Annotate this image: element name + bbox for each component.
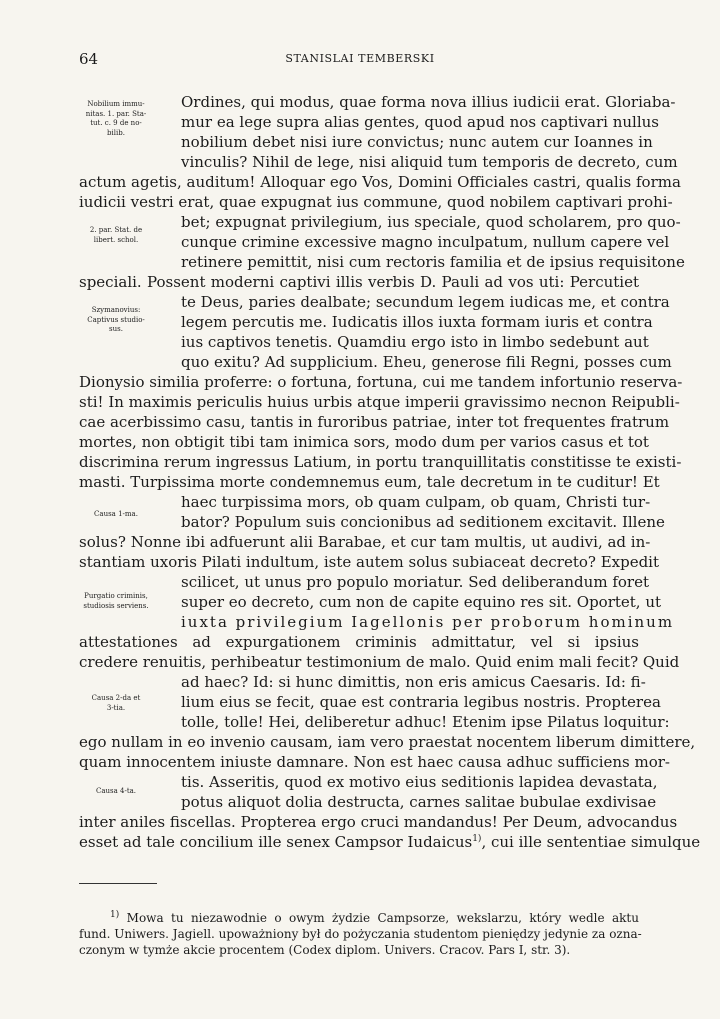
text-line: retinere pemittit, nisi cum rectoris familia et de ipsius requisitone — [181, 253, 685, 271]
text-line-part: cui ille sententiae simulque — [490, 833, 701, 851]
text-line: ius captivos tenetis. Quamdiu ergo isto in limbo sedebunt aut — [181, 333, 649, 351]
text-line: Ordines, qui modus, quae forma nova illius iudicii erat. Gloriaba- — [181, 93, 676, 111]
text-line: Dionysio similia proferre: o fortuna, fortuna, cui me tandem infortunio reserva- — [79, 373, 683, 391]
margin-note: Purgatio criminis, studiosis serviens. — [83, 592, 149, 610]
text-line: iudicii vestri erat, quae expugnat ius commune, quod nobilem captivari prohi- — [79, 193, 673, 211]
text-line: mur ea lege supra alias gentes, quod apud nos captivari nullus — [181, 113, 659, 131]
text-line: ego nullam in eo invenio causam, iam vero praestat nocentem liberum dimittere, — [79, 733, 696, 751]
text-line: scilicet, ut unus pro populo moriatur. Sed deliberandum foret — [181, 573, 649, 591]
text-line: esset ad tale concilium ille senex Campsor Iudaicus$^{1)}$, cui ille sententiae simulque — [79, 833, 701, 851]
text-line: quam innocentem iniuste damnare. Non est haec causa adhuc sufficiens mor- — [79, 753, 670, 771]
text-line-part: esset ad tale concilium ille senex Campsor Iudaicus — [79, 833, 473, 851]
footnote-rule — [79, 883, 157, 884]
footnote-number: 1) — [110, 910, 120, 920]
text-line: vinculis? Nihil de lege, nisi aliquid tum temporis de decreto, cum — [181, 153, 678, 171]
margin-note: Szymanovius: Captivus studio- sus. — [87, 306, 145, 333]
text-line: masti. Turpissima morte condemnemus eum, tale decretum in te cuditur! Et — [79, 473, 660, 491]
text-line: attestationes ad expurgationem criminis admittatur, vel si ipsius — [79, 633, 639, 651]
text-line: speciali. Possent moderni captivi illis verbis D. Pauli ad vos uti: Percutiet — [79, 273, 639, 291]
margin-note: Nobilium immu- nitas. 1. par. Sta- tut. c. 9 de no- bilib. — [85, 100, 147, 137]
footnote-text: Mowa tu niezawodnie o owym żydzie Campsorze, wekslarzu, który wedle aktu — [126, 911, 639, 925]
text-line: bet; expugnat privilegium, ius speciale, quod scholarem, pro quo- — [181, 213, 681, 231]
footnote-line: czonym w tymże akcie procentem (Codex diplom. Univers. Cracov. Pars I, str. 3). — [79, 943, 571, 957]
text-line: potus aliquot dolia destructa, carnes salitae bubulae exdivisae — [181, 793, 657, 811]
page-number: 64 — [79, 50, 99, 68]
text-line: inter aniles fiscellas. Propterea ergo cruci mandandus! Per Deum, advocandus — [79, 813, 678, 831]
margin-note: Causa 1-ma. — [94, 510, 138, 518]
text-line: cae acerbissimo casu, tantis in furoribus patriae, inter tot frequentes fratrum — [79, 413, 670, 431]
text-line: nobilium debet nisi iure convictus; nunc autem cur Ioannes in — [181, 133, 653, 151]
margin-note: 2. par. Stat. de libert. schol. — [89, 226, 143, 244]
text-line: bator? Populum suis concionibus ad seditionem excitavit. Illene — [181, 513, 665, 531]
running-title: STANISLAI TEMBERSKI — [285, 52, 435, 65]
text-line: quo exitu? Ad supplicium. Eheu, generose fili Regni, posses cum — [181, 353, 672, 371]
text-line: tolle, tolle! Hei, deliberetur adhuc! Etenim ipse Pilatus loquitur: — [181, 713, 670, 731]
text-line: tis. Asseritis, quod ex motivo eius seditionis lapidea devastata, — [181, 773, 658, 791]
margin-note: Causa 4-ta. — [95, 787, 137, 795]
text-line: lium eius se fecit, quae est contraria legibus nostris. Propterea — [181, 693, 661, 711]
text-line: haec turpissima mors, ob quam culpam, ob quam, Christi tur- — [181, 493, 651, 511]
text-line: ad haec? Id: si hunc dimittis, non eris amicus Caesaris. Id: fi- — [181, 673, 646, 691]
text-line: actum agetis, auditum! Alloquar ego Vos, Domini Officiales castri, qualis forma — [79, 173, 681, 191]
text-line: te Deus, paries dealbate; secundum legem iudicas me, et contra — [181, 293, 670, 311]
text-line: cunque crimine excessive magno inculpatum, nullum capere vel — [181, 233, 670, 251]
footnote-line: fund. Uniwers. Jagiell. upoważniony był do pożyczania studentom pieniędzy jedynie za ozna- — [79, 927, 642, 941]
margin-note: Causa 2-da et 3-tia. — [91, 694, 141, 712]
text-line: stantiam uxoris Pilati indultum, iste autem solus subiaceat decreto? Expedit — [79, 553, 660, 571]
text-line: iuxta privilegium Iagellonis per proborum hominum — [181, 613, 675, 631]
text-line: solus? Nonne ibi adfuerunt alii Barabae, et cur tam multis, ut audivi, ad in- — [79, 533, 651, 551]
text-line: mortes, non obtigit tibi tam inimica sors, modo dum per varios casus et tot — [79, 433, 649, 451]
text-line: super eo decreto, cum non de capite equino res sit. Oportet, ut — [181, 593, 662, 611]
footnote-marker: 1) — [472, 834, 482, 844]
text-line: sti! In maximis periculis huius urbis atque imperii gravissimo necnon Reipubli- — [79, 393, 680, 411]
text-line: discrimina rerum ingressus Latium, in portu tranquillitatis constitisse te existi- — [79, 453, 682, 471]
text-line: legem percutis me. Iudicatis illos iuxta formam iuris et contra — [181, 313, 653, 331]
footnote-line — [110, 910, 639, 926]
text-line: credere renuitis, perhibeatur testimonium de malo. Quid enim mali fecit? Quid — [79, 653, 680, 671]
